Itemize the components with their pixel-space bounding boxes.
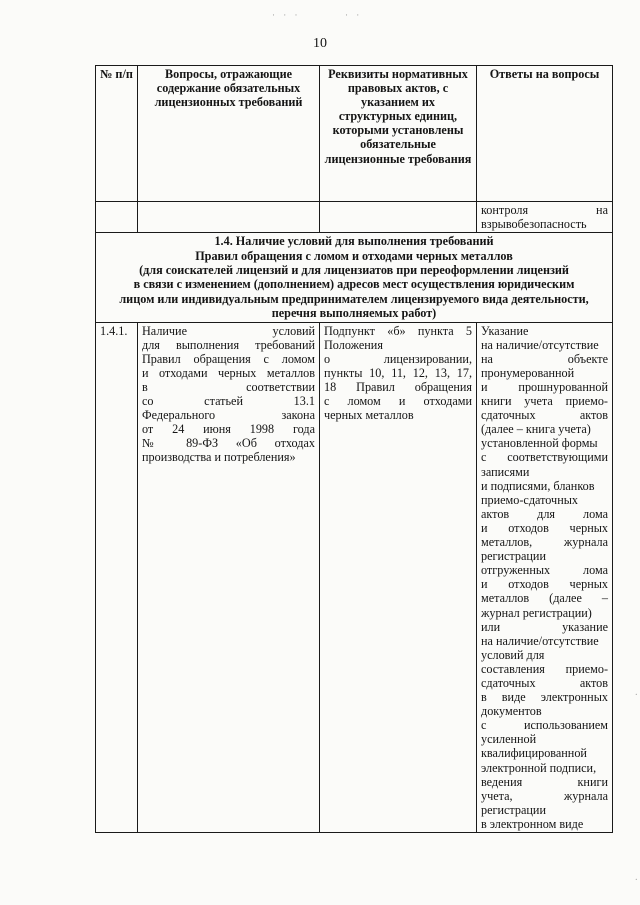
header-requisites: Реквизиты нормативных правовых актов, с указанием их структурных единиц, которыми установлены обязательные лицензионные требования (320, 66, 477, 202)
header-answers: Ответы на вопросы (477, 66, 613, 202)
scan-artifact: · (634, 690, 638, 701)
section-heading-row (96, 233, 613, 322)
requisites-cell: Подпункт «б» пункта 5 Положения о лицензировании, пункты 10, 11, 12, 13, 17, 18 Правил обращения с ломом и отходами черных металлов (320, 322, 477, 832)
header-number: № п/п (96, 66, 138, 202)
question-cell: Наличие условий для выполнения требований Правил обращения с ломом и отходами черных металлов в соответствии со статьей 13.1 Федерального закона от 24 июня 1998 года № 89-ФЗ «Об отходах производства и потребления» (138, 322, 320, 832)
license-requirements-table (95, 65, 613, 833)
answer-cell: Указание на наличие/отсутствие на объекте пронумерованной и прошнурованной книги учета приемо- сдаточных актов (далее – книга учета) установленной формы с соответствующими записями и подписями, бланков приемо-сдаточных актов для лома и отходов черных металлов, журнала регистрации отгруженных лома и отходов черных металлов (далее – журнал регистрации) или указание на наличие/отсутствие условий для составления приемо- сдаточных актов в виде электронных документов с использованием усиленной квалифицированной электронной подписи, ведения книги учета, журнала регистрации в электронном виде (477, 322, 613, 832)
table-row (96, 322, 613, 832)
scan-artifact: · · · (272, 10, 301, 20)
row-number: 1.4.1. (96, 322, 138, 832)
continuation-answer: контроля на взрывобезопасность (477, 202, 613, 233)
continuation-row (96, 202, 613, 233)
cell-empty (320, 202, 477, 233)
header-questions: Вопросы, отражающие содержание обязательных лицензионных требований (138, 66, 320, 202)
table-header-row (96, 66, 613, 202)
section-heading: 1.4. Наличие условий для выполнения требований Правил обращения с ломом и отходами черных металлов (для соискателей лицензий и для лицензиатов при переоформлении лицензий в связи с изменением (дополнением) адресов мест осуществления юридическим лицом или индивидуальным предпринимателем лицензируемого вида деятельности, перечня выполняемых работ) (96, 233, 613, 322)
scan-artifact: · · (345, 10, 363, 20)
cell-empty (138, 202, 320, 233)
scan-artifact: · (634, 875, 638, 886)
cell-empty (96, 202, 138, 233)
page-number: 10 (313, 36, 327, 51)
